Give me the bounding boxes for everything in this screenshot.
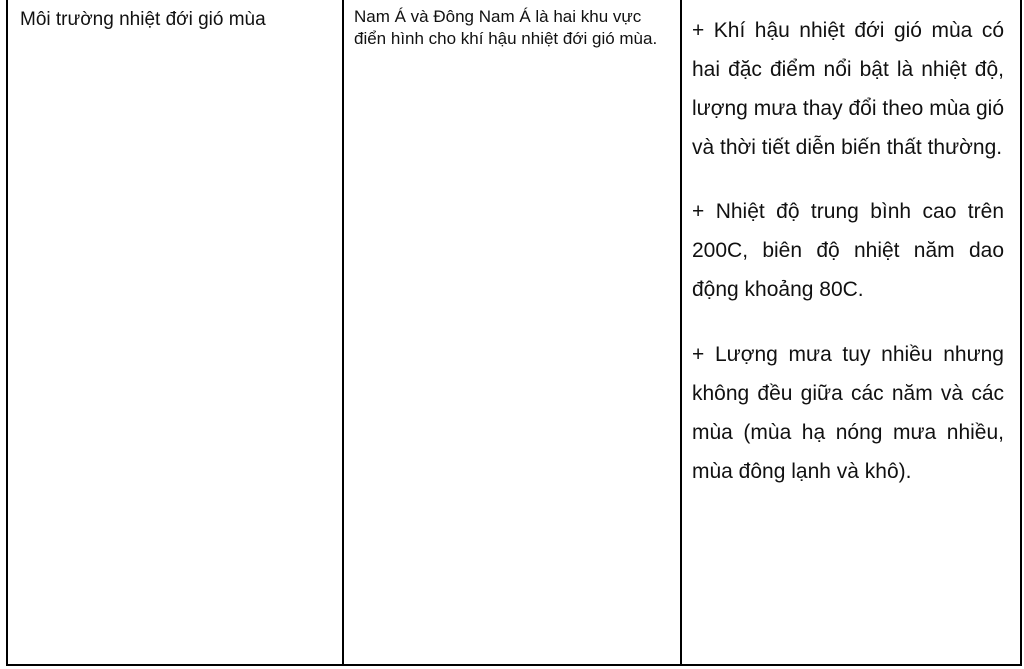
table-cell-region <box>343 0 681 665</box>
characteristic-paragraph: + Lượng mưa tuy nhiều nhưng không đều giữa các năm và các mùa (mùa hạ nóng mưa nhiều, mùa đông lạnh và khô). <box>692 343 1004 483</box>
content-table <box>6 0 1022 666</box>
table-row <box>7 0 1021 665</box>
characteristic-paragraph: + Khí hậu nhiệt đới gió mùa có hai đặc điểm nổi bật là nhiệt độ, lượng mưa thay đổi theo mùa gió và thời tiết diễn biến thất thường. <box>692 19 1004 159</box>
environment-name: Môi trường nhiệt đới gió mùa <box>20 9 266 30</box>
table-cell-environment <box>7 0 343 665</box>
characteristic-paragraph: + Nhiệt độ trung bình cao trên 200C, biên độ nhiệt năm dao động khoảng 80C. <box>692 200 1004 301</box>
region-description: Nam Á và Đông Nam Á là hai khu vực điển hình cho khí hậu nhiệt đới gió mùa. <box>354 7 658 48</box>
table-cell-characteristics <box>681 0 1021 665</box>
